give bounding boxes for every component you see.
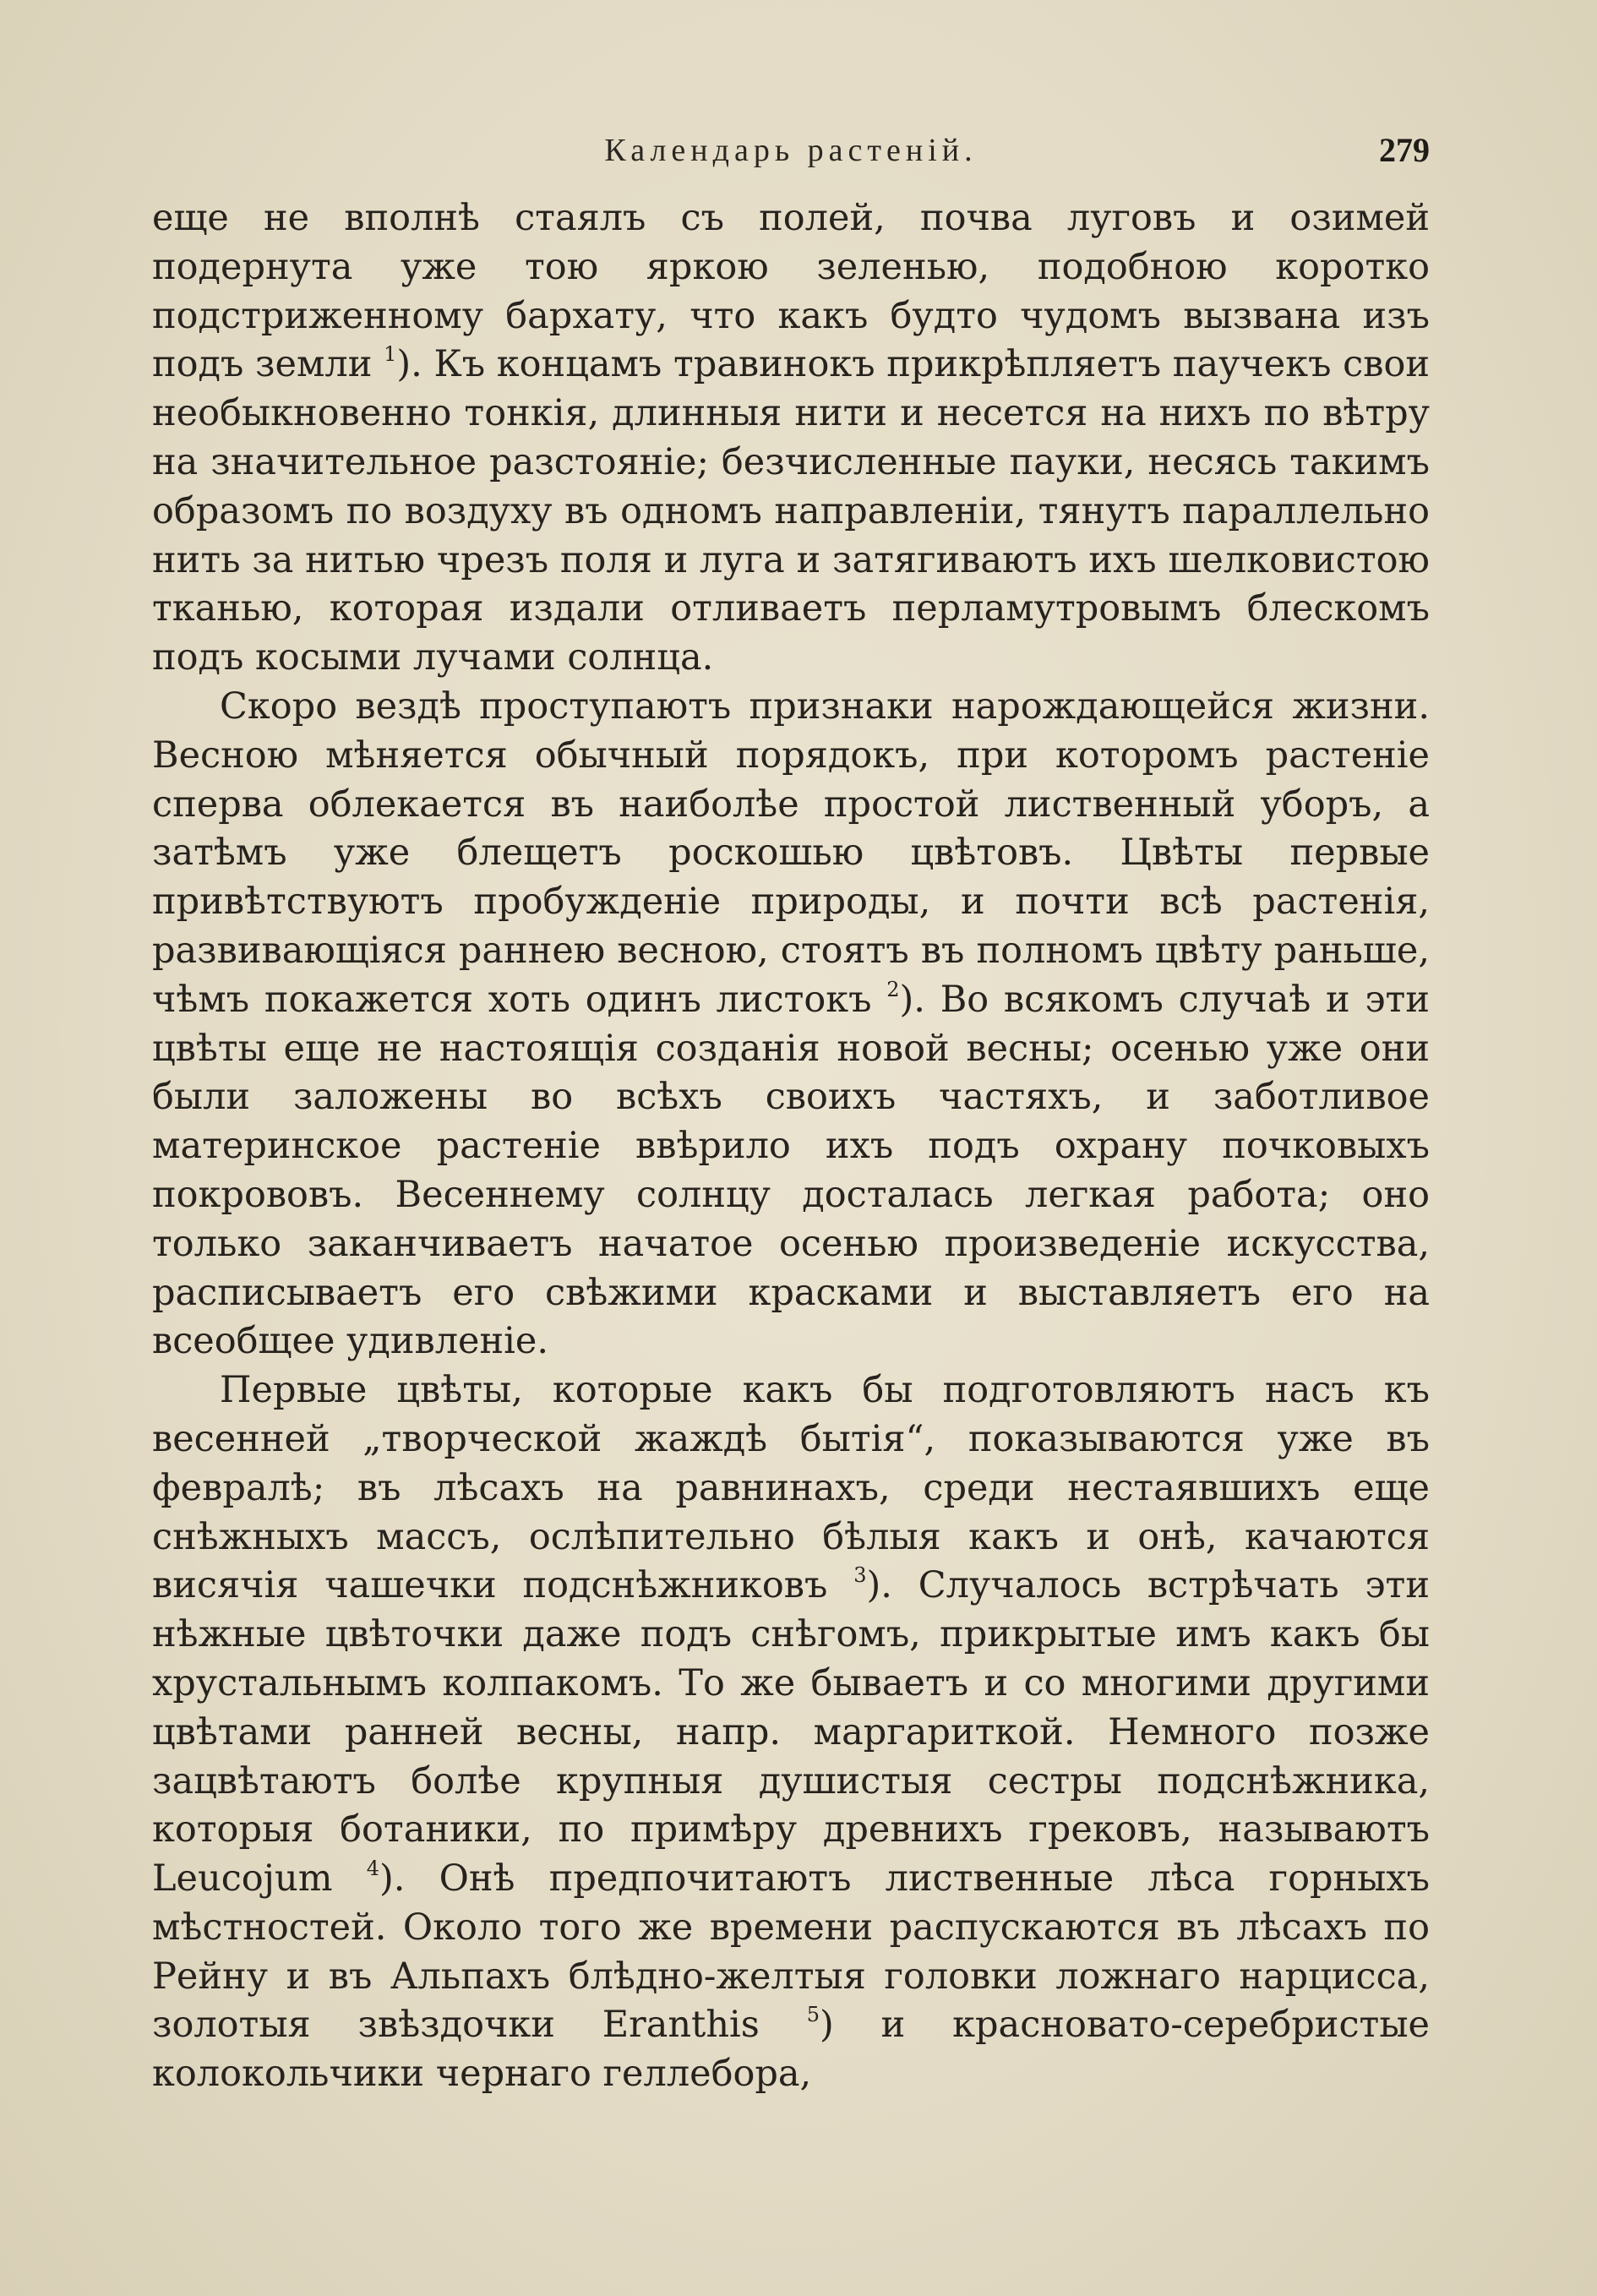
footnote-ref-4: 4 — [366, 1857, 379, 1881]
footnote-ref-2: 2 — [886, 977, 900, 1001]
page-number: 279 — [1379, 131, 1430, 169]
page-header — [152, 125, 1430, 176]
running-title: Календарь растеній. — [604, 133, 978, 168]
body-text — [152, 194, 1430, 2099]
paragraph-1 — [152, 194, 1430, 683]
text-segment: Первые цвѣты, которые какъ бы подготовляютъ насъ къ весенней „творческой жаждѣ бытія“, показываются уже въ февралѣ; въ лѣсахъ на равнинахъ, среди нестаявшихъ еще снѣжныхъ массъ, ослѣпительно бѣлыя какъ и онѣ, качаются висячія чашечки подснѣжниковъ — [152, 1369, 1430, 1607]
footnote-ref-3: 3 — [853, 1563, 867, 1588]
text-segment: Скоро вездѣ проступаютъ признаки нарождающейся жизни. Весною мѣняется обычный порядокъ, при которомъ растеніе сперва облекается въ наиболѣе простой лиственный уборъ, а затѣмъ уже блещетъ роскошью цвѣтовъ. Цвѣты первые привѣтствуютъ пробужденіе природы, и почти всѣ растенія, развивающіяся раннею весною, стоятъ въ полномъ цвѣту раньше, чѣмъ покажется хоть одинъ листокъ — [152, 684, 1430, 1021]
text-segment: ). Случалось встрѣчать эти нѣжные цвѣточки даже подъ снѣгомъ, прикрытые имъ какъ бы хрустальнымъ колпакомъ. То же бываетъ и со многими другими цвѣтами ранней весны, напр. маргариткой. Немного позже зацвѣтаютъ болѣе крупныя душистыя сестры подснѣжника, которыя ботаники, по примѣру древнихъ грековъ, называютъ Leucojum — [152, 1564, 1430, 1901]
text-segment: ). Къ концамъ травинокъ прикрѣпляетъ паучекъ свои необыкновенно тонкія, длинныя нити и несется на нихъ по вѣтру на значительное разстояніе; безчисленные пауки, несясь такимъ образомъ по воздуху въ одномъ направленіи, тянутъ параллельно нить за нитью чрезъ поля и луга и затягиваютъ ихъ шелковистою тканью, которая издали отливаетъ перламутровымъ блескомъ подъ косыми лучами солнца. — [152, 343, 1431, 679]
footnote-ref-1: 1 — [384, 342, 397, 367]
text-segment: еще не вполнѣ стаялъ съ полей, почва луговъ и озимей подернута уже тою яркою зеленью, подобною коротко подстриженному бархату, что какъ будто чудомъ вызвана изъ подъ земли — [152, 197, 1430, 386]
footnote-ref-5: 5 — [806, 2003, 820, 2027]
text-segment: ). Онѣ предпочитаютъ лиственные лѣса горныхъ мѣстностей. Около того же времени распускаются въ лѣсахъ по Рейну и въ Альпахъ блѣдно-желтыя головки ложнаго нарцисса, золотыя звѣздочки Eranthis — [152, 1857, 1430, 2047]
text-segment: ). Во всякомъ случаѣ и эти цвѣты еще не настоящія созданія новой весны; осенью уже они были заложены во всѣхъ своихъ частяхъ, и заботливое материнское растеніе ввѣрило ихъ подъ охрану почковыхъ покрововъ. Весеннему солнцу досталась легкая работа; оно только заканчиваетъ начатое осенью произведеніе искусства, расписываетъ его свѣжими красками и выставляетъ его на всеобщее удивленіе. — [152, 978, 1430, 1363]
text-segment: ) и красновато-серебристые колокольчики чернаго геллебора, — [152, 2004, 1430, 2096]
paragraph-2 — [152, 683, 1430, 1366]
paragraph-3 — [152, 1366, 1430, 2099]
